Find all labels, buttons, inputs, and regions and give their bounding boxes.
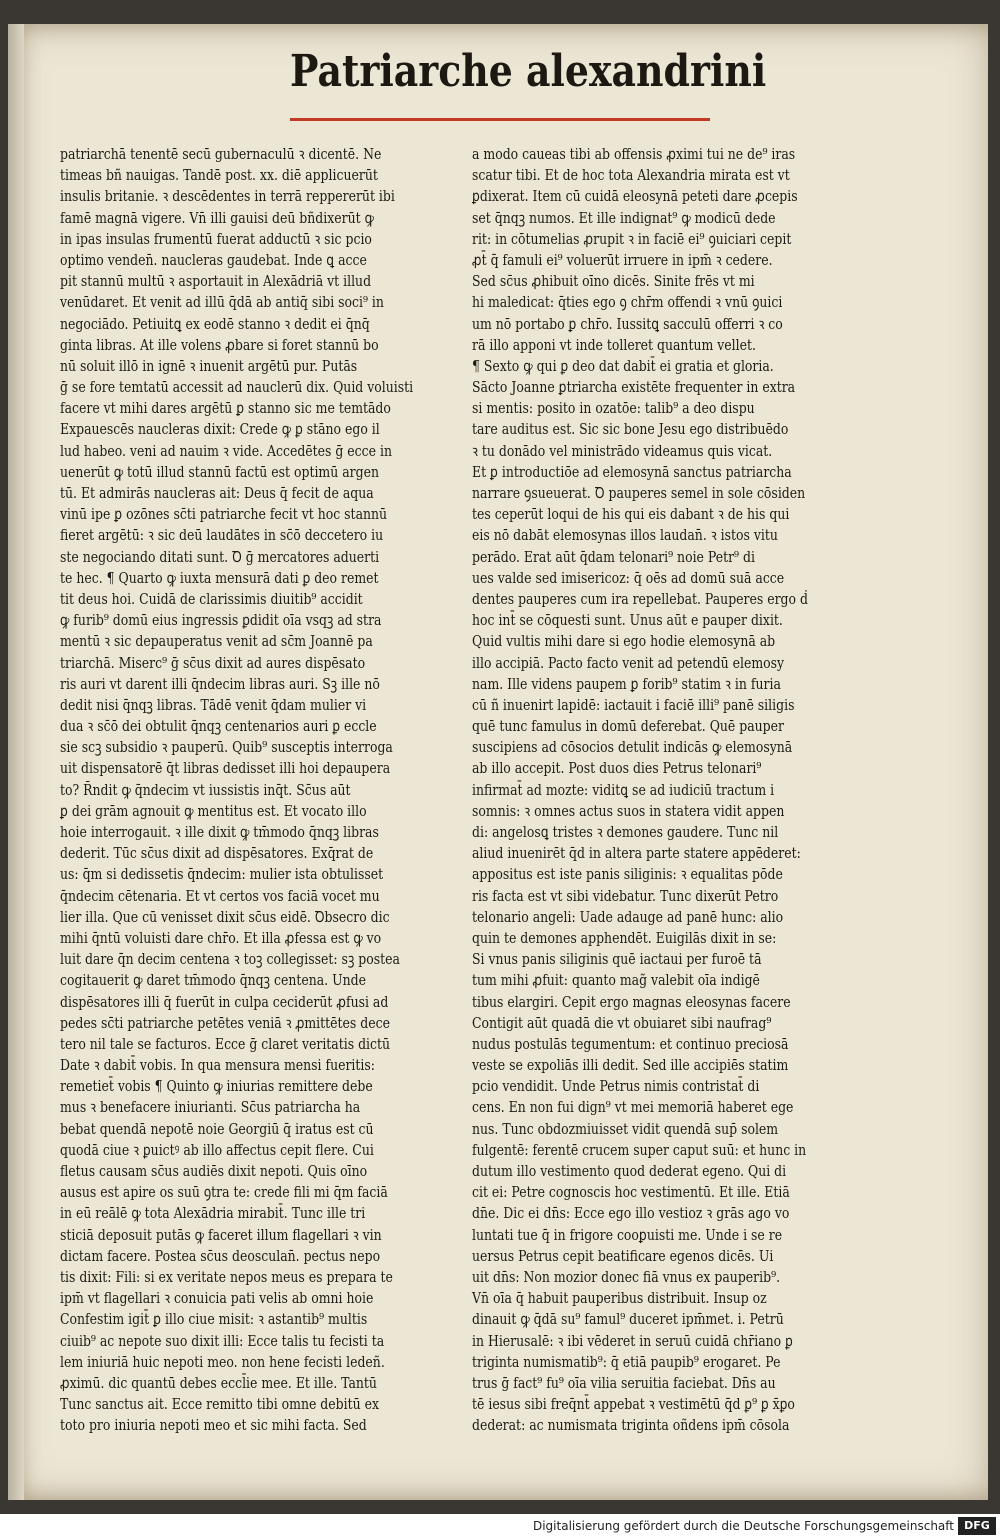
text-line: telonario angeli: Uade adauge ad panē hunc: alio <box>472 907 784 926</box>
text-line: ab illo accepit. Post duos dies Petrus telonari⁹ <box>472 759 762 778</box>
text-line: hi maledicat: q̄ties ego ꝯ chr̄m offendi ꝛ vnū ꝯuici <box>472 293 783 312</box>
funding-credit: Digitalisierung gefördert durch die Deutsche Forschungsgemeinschaft <box>532 1519 954 1533</box>
text-line: nudus postulās tegumentum: et continuo preciosā <box>472 1034 789 1053</box>
text-line: narrare ꝯsueuerat. Ꝺ pauperes semel in sole cōsiden <box>472 484 806 502</box>
text-line: timeas bñ nauigas. Tandē post. xx. diē applicuerūt <box>60 166 378 185</box>
text-line: tum mihi ꝓfuit: quanto mag̃ valebit oīa indigē <box>472 971 760 990</box>
text-line: sticiā deposuit putās ꝙ faceret illum flagellari ꝛ vin <box>60 1225 382 1244</box>
text-line: ḡ se fore temtatū accessit ad nauclerū dix. Quid voluisti <box>60 378 414 397</box>
text-line: pit stannū multū ꝛ asportauit in Alexādriā vt illud <box>60 272 372 291</box>
text-line: ipm̄ vt flagellari ꝛ conuicia pati velis ab omni hoie <box>60 1289 374 1308</box>
text-line: Expauescēs naucleras dixit: Crede ꝙ ꝑ stāno ego il <box>60 420 380 439</box>
text-line: uersus Petrus cepit beatificare egenos dicēs. Ui <box>472 1246 774 1265</box>
text-line: ris facta est vt sibi videbatur. Tunc dixerūt Petro <box>472 886 779 905</box>
text-line: patriarchā tenentē secū gubernaculū ꝛ dicentē. Ne <box>60 145 382 163</box>
text-line: nam. Ille videns paupem ꝑ forib⁹ statim ꝛ in furia <box>472 674 781 693</box>
text-line: tē iesus sibi freq̄nt̄ appebat ꝛ vestimētū q̄d ꝑ⁹ ꝑ x̄ꝑo <box>472 1395 795 1414</box>
text-line: mentū ꝛ sic depauperatus venit ad sc̄m Joannē pa <box>60 632 373 651</box>
text-line: somnis: ꝛ omnes actus suos in statera vidit appen <box>472 801 785 820</box>
text-line: trus ḡ fact⁹ fu⁹ oīa vilia seruitia faciebat. Dn̄s au <box>472 1373 776 1392</box>
text-line: venūdaret. Et venit ad illū q̄dā ab antiq̄ sibi soci⁹ in <box>60 293 384 312</box>
text-line: ste negociando ditati sunt. Ꝺ ḡ mercatores aduerti <box>60 547 380 566</box>
text-line: dentes pauperes cum ira repellebat. Pauperes ergo ḋ <box>472 589 808 608</box>
text-line: lier illa. Que cū venisset dixit sc̄us eidē. Ꝺbsecro dic <box>60 907 390 926</box>
text-line: fulgentē: ferentē crucem super caput suū: et hunc in <box>472 1140 807 1159</box>
text-line: rit: in cōtumelias ꝓrupit ꝛ in faciē ei⁹ ꝯuiciari cepit <box>472 229 792 248</box>
text-line: luntati tue q̄ in frigore cooꝑuisti me. Unde i se re <box>472 1225 783 1244</box>
text-line: aliud inuenirēt q̄d in altera parte statere appēderet: <box>472 844 801 863</box>
text-line: Quid vultis mihi dare si ego hodie elemosynā ab <box>472 632 776 651</box>
text-line: cens. En non fui dign⁹ vt mei memoriā haberet ege <box>472 1098 794 1117</box>
text-line: Si vnus panis siliginis quē iactaui per furoē tā <box>472 950 762 969</box>
text-line: fletus causam sc̄us audiēs dixit nepoti. Quis oīno <box>60 1162 368 1180</box>
text-line: ꝛ tu donādo vel ministrādo videamus quis vicat. <box>472 441 773 460</box>
text-line: ꝙ furib⁹ domū eius ingressis ꝑdidit oīa vsqꝫ ad stra <box>60 611 382 630</box>
text-line: toto pro iniuria nepoti meo et sic mihi facta. Sed <box>60 1416 367 1435</box>
text-line: Sācto Joanne ꝑtriarcha existēte frequenter in extra <box>472 378 796 397</box>
text-line: tare auditus est. Sic sic bone Jesu ego distribuēdo <box>472 420 789 439</box>
text-line: sie scꝫ subsidio ꝛ pauperū. Quib⁹ susceptis interroga <box>60 738 393 757</box>
text-line: dutum illo vestimento quod dederat egeno. Qui di <box>472 1162 787 1180</box>
text-line: di: angelosꝗ tristes ꝛ demones gaudere. Tunc nil <box>472 823 779 841</box>
running-header <box>290 46 767 124</box>
text-line: facere vt mihi dares argētū ꝑ stanno sic me temtādo <box>60 399 391 418</box>
text-line: Sed sc̄us ꝓhibuit oīno dicēs. Sinite frēs vt mi <box>472 272 755 291</box>
text-line: a modo caueas tibi ab offensis ꝓximi tui ne de⁹ iras <box>472 145 796 163</box>
text-line: ꝓximū. dic quantū debes eccl̄ie mee. Et ille. Tantū <box>60 1373 377 1392</box>
text-line: fieret argētū: ꝛ sic deū laudātes in sc̄ō deccetero iu <box>60 526 384 545</box>
text-line: cū ñ inuenirt lapidē: iactauit i faciē illi⁹ panē siligis <box>472 695 795 714</box>
text-line: ꝑdixerat. Item cū cuidā eleosynā peteti dare ꝓcepis <box>472 187 798 206</box>
text-line: triginta numismatib⁹: q̄ etiā paupib⁹ erogaret. Pe <box>472 1352 781 1371</box>
text-line: quē tunc famulus in domū deferebat. Quē pauper <box>472 717 784 736</box>
text-line: Vn̄ oīa q̄ habuit pauperibus distribuit. Insup oz <box>472 1289 767 1308</box>
right-text-column <box>472 144 864 1436</box>
text-line: uit dispensatorē q̄t libras dedisset illi hoi depaupera <box>60 759 391 778</box>
text-line: cogitauerit ꝙ daret tm̄modo q̄nqꝫ centena. Unde <box>60 971 366 990</box>
text-line: ciuib⁹ ac nepote suo dixit illi: Ecce talis tu fecisti ta <box>60 1331 385 1350</box>
text-line: ris auri vt darent illi q̄ndecim libras auri. Sꝫ ille nō <box>60 674 380 693</box>
text-line: ꝑ dei grām agnouit ꝙ mentitus est. Et vocato illo <box>60 801 367 820</box>
text-line: tit deus hoi. Cuidā de clarissimis diuitib⁹ accidit <box>60 589 363 608</box>
text-line: ues valde sed imisericoz: q̄ oēs ad domū suā acce <box>472 568 785 587</box>
text-line: tes ceperūt loqui de his qui eis dabant ꝛ de his qui <box>472 505 790 524</box>
text-line: quin te demones apphendēt. Euigilās dixit in se: <box>472 928 777 947</box>
text-line: mus ꝛ benefacere iniurianti. Sc̄us patriarcha ha <box>60 1098 361 1117</box>
rubric-rule <box>290 118 710 121</box>
text-line: q̄ndecim cētenaria. Et vt certos vos faciā vocet mu <box>60 886 380 905</box>
text-line: dedit nisi q̄nqꝫ libras. Tādē venit q̄dam mulier vi <box>60 695 367 714</box>
text-line: uenerūt ꝙ totū illud stannū factū est optimū argen <box>60 462 379 481</box>
text-line: uit dn̄s: Non mozior donec fiā vnus ex pauperib⁹. <box>472 1267 781 1286</box>
text-line: in Hierusalē: ꝛ ibi vēderet in seruū cuidā chr̄iano ꝑ <box>472 1331 793 1350</box>
text-line: Contigit aūt quadā die vt obuiaret sibi naufrag⁹ <box>472 1013 772 1032</box>
text-line: perādo. Erat aūt q̄dam telonari⁹ noie Petr⁹ di <box>472 547 755 566</box>
text-line: cit ei: Petre cognoscis hoc vestimentū. Et ille. Etiā <box>472 1183 790 1202</box>
text-line: tero nil tale se facturos. Ecce ḡ claret veritatis dictū <box>60 1034 391 1053</box>
text-line: optimo venden̄. naucleras gaudebat. Inde ꝗ acce <box>60 250 367 269</box>
text-line: illo accipiā. Pacto facto venit ad petendū elemosy <box>472 653 785 672</box>
text-line: remetiet̄ vobis ¶ Quinto ꝙ iniurias remittere debe <box>60 1077 373 1096</box>
text-line: lud habeo. veni ad nauim ꝛ vide. Accedētes ḡ ecce in <box>60 441 392 460</box>
text-line: luit dare q̄n decim centena ꝛ toꝫ collegisset: sꝫ postea <box>60 950 400 969</box>
dfg-logo: DFG <box>958 1517 996 1535</box>
text-line: suscipiens ad cōsocios detulit indicās ꝙ elemosynā <box>472 738 793 757</box>
text-line: appositus est iste panis siliginis: ꝛ equalitas pōde <box>472 865 783 884</box>
text-line: nus. Tunc obdozmiuisset vidit quendā sup̄ solem <box>472 1119 779 1138</box>
page-binding-shadow <box>8 24 24 1500</box>
text-line: hoc int̄ se cōquesti sunt. Unus aūt e pauper dixit. <box>472 611 783 630</box>
text-line: Tunc sanctus ait. Ecce remitto tibi omne debitū ex <box>60 1395 379 1414</box>
text-line: bebat quendā nepotē noie Georgiū q̄ iratus est cū <box>60 1119 374 1138</box>
text-line: dinauit ꝙ q̄dā su⁹ famul⁹ duceret ipm̄met. i. Petrū <box>472 1310 784 1329</box>
text-line: um nō portabo ꝑ chr̄o. Iussitꝗ sacculū offerri ꝛ co <box>472 314 783 333</box>
text-line: ꝓt̄ q̄ famuli ei⁹ voluerūt irruere in ipm̄ ꝛ cedere. <box>472 250 773 269</box>
text-line: vinū ipe ꝑ ozōnes sc̄ti patriarche fecit vt hoc stannū <box>60 505 388 524</box>
text-line: mihi q̄ntū voluisti dare chr̄o. Et illa ꝓfessa est ꝙ vo <box>60 928 382 947</box>
text-line: veste se expoliās illi dedit. Sed ille accipiēs statim <box>472 1056 789 1075</box>
text-line: insulis britanie. ꝛ descēdentes in terrā reppererūt ibi <box>60 187 395 206</box>
text-line: scatur tibi. Et de hoc tota Alexandria mirata est vt <box>472 166 790 185</box>
text-line: si mentis: posito in ozatōe: talib⁹ a deo dispu <box>472 399 755 418</box>
footer-bar <box>0 1514 1000 1539</box>
text-line: dispēsatores illi q̄ fuerūt in culpa ceciderūt ꝓfusi ad <box>60 992 389 1011</box>
text-line: triarchā. Miserc⁹ ḡ sc̄us dixit ad aures dispēsato <box>60 653 366 672</box>
text-line: nū soluit illō in ignē ꝛ inuenit argētū pur. Putās <box>60 356 358 375</box>
text-line: in ipas insulas frumentū fuerat adductū ꝛ sic pcio <box>60 229 372 248</box>
text-line: Et ꝑ introductiōe ad elemosynā sanctus patriarcha <box>472 462 792 481</box>
text-line: pedes sc̄ti patriarche petētes veniā ꝛ ꝓmittētes dece <box>60 1013 390 1032</box>
text-line: famē magnā vigere. Vn̄ illi gauisi deū bñdixerūt ꝙ <box>60 208 374 227</box>
text-line: dederat: ac numismata triginta oñdens ipm̄ cōsola <box>472 1416 790 1435</box>
page-title: Patriarche alexandrini <box>290 46 767 97</box>
text-line: negociādo. Petiuitꝗ ex eodē stanno ꝛ dedit ei q̄nq̄ <box>60 314 370 333</box>
text-line: lem iniuriā huic nepoti meo. non hene fecisti ledeñ. <box>60 1352 385 1371</box>
text-line: set q̄nqꝫ numos. Et ille indignat⁹ ꝙ modicū dede <box>472 208 776 227</box>
text-line: tibus elargiri. Cepit ergo magnas eleosynas facere <box>472 992 791 1011</box>
text-line: te hec. ¶ Quarto ꝙ iuxta mensurā dati ꝑ deo remet <box>60 568 379 587</box>
text-line: infirmat̄ ad mozte: viditꝗ se ad iudiciū tractum i <box>472 780 775 799</box>
text-line: Date ꝛ dabit̄ vobis. In qua mensura mensi fueritis: <box>60 1056 375 1075</box>
text-line: dictam facere. Postea sc̄us deosculan̄. pectus nepo <box>60 1246 381 1265</box>
text-line: hoie interrogauit. ꝛ ille dixit ꝙ tm̄modo q̄nqꝫ libras <box>60 823 379 841</box>
text-line: Confestim igit̄ ꝑ illo ciue misit: ꝛ astantib⁹ multis <box>60 1310 368 1329</box>
text-line: ginta libras. At ille volens ꝓbare si foret stannū bo <box>60 335 379 354</box>
text-line: ausus est apire os suū ꝯtra te: crede fili mi q̄m faciā <box>60 1183 388 1202</box>
text-line: dua ꝛ sc̄ō dei obtulit q̄nqꝫ centenarios auri ꝑ eccle <box>60 717 377 736</box>
text-line: tū. Et admirās naucleras ait: Deus q̄ fecit de aqua <box>60 484 374 502</box>
left-text-column <box>60 144 460 1436</box>
text-line: dederit. Tūc sc̄us dixit ad dispēsatores. Exq̄rat de <box>60 844 374 863</box>
text-line: pcio vendidit. Unde Petrus nimis contristat̄ di <box>472 1077 760 1096</box>
text-line: rā illo apponi vt inde tolleret quantum vellet. <box>472 335 756 354</box>
text-line: eis nō dabāt elemosynas illos laudan̄. ꝛ istos vitu <box>472 526 778 545</box>
text-line: ¶ Sexto ꝙ qui ꝑ deo dat dabit̄ ei gratia et gloria. <box>472 356 774 375</box>
text-line: tis dixit: Fili: si ex veritate nepos meus es prepara te <box>60 1267 393 1286</box>
text-line: quodā ciue ꝛ ꝑuictꝰ ab illo affectus cepit flere. Cui <box>60 1140 374 1159</box>
text-line: to? R̄ndit ꝙ q̄ndecim vt iussistis inq̄t. Sc̄us aūt <box>60 780 351 799</box>
text-line: dn̄e. Dic ei dn̄s: Ecce ego illo vestioz ꝛ grās ago vo <box>472 1204 790 1223</box>
text-line: in eū reālē ꝙ tota Alexādria mirabit̄. Tunc ille tri <box>60 1204 366 1223</box>
text-line: us: q̄m si dedissetis q̄ndecim: mulier ista obtulisset <box>60 865 384 884</box>
